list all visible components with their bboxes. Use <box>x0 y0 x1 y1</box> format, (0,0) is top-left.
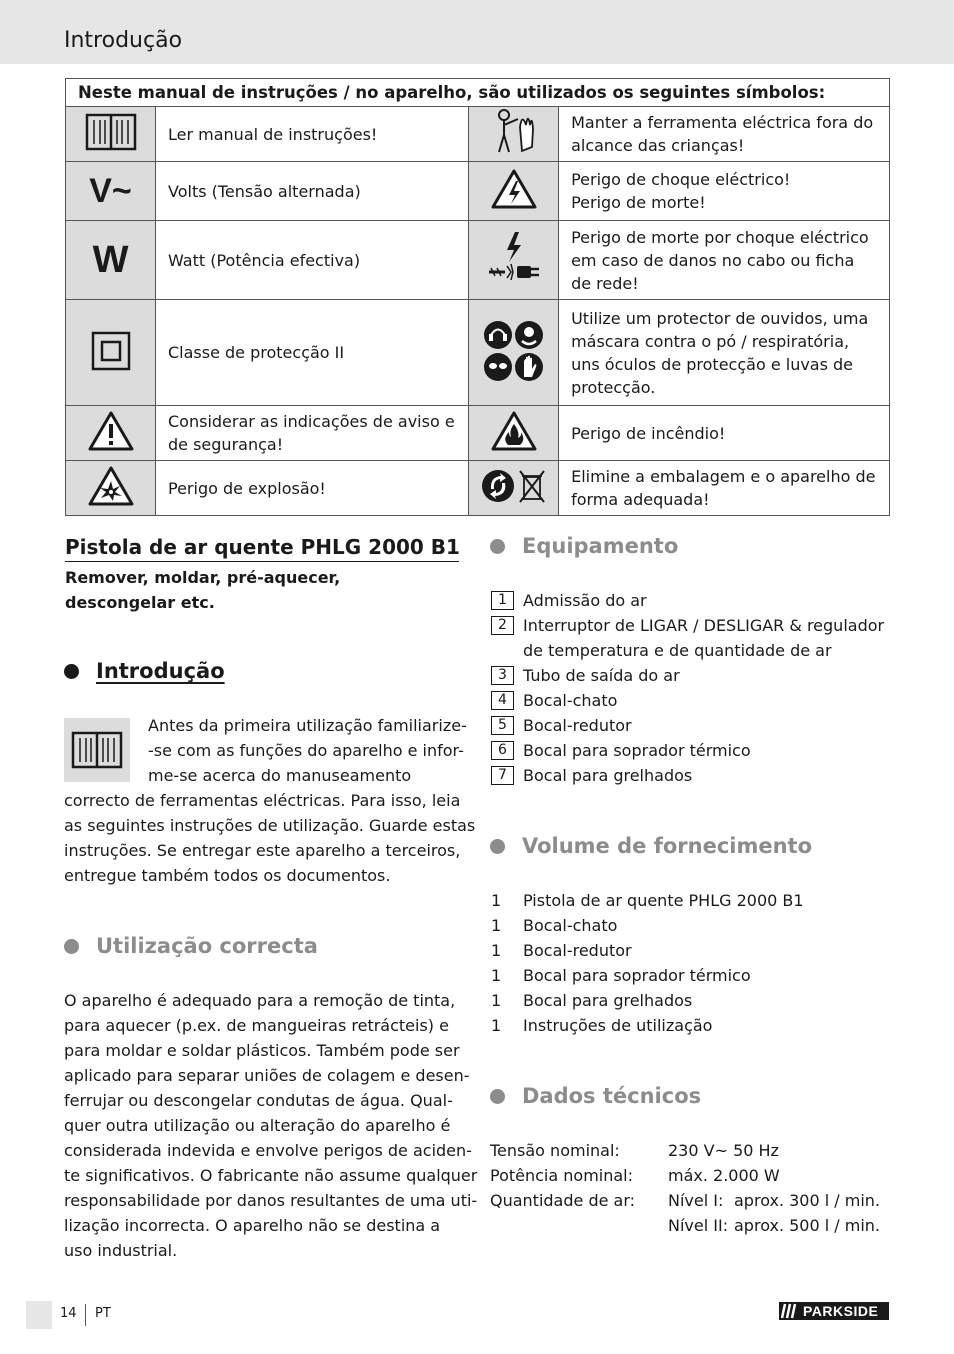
book-icon <box>64 718 130 782</box>
list-item: 1 Bocal para grelhados <box>491 988 804 1013</box>
parkside-logo: PARKSIDE <box>779 1302 889 1320</box>
watt-icon: W <box>66 221 156 300</box>
intro-paragraph: correcto de ferramentas eléctricas. Para isso, leia as seguintes instruções de utilização. Guarde estas instruções. Se entregar este aparelho a terceiros, entregue também todos os documentos. <box>64 791 476 885</box>
page-title: Introdução <box>64 28 183 53</box>
symbol-row <box>66 461 890 516</box>
logo-stripes-icon <box>779 1302 803 1320</box>
language-code: PT <box>95 1306 111 1321</box>
symbol-description: Perigo de explosão! <box>156 461 469 516</box>
list-item: 1 Bocal-chato <box>491 913 804 938</box>
item-number: 1 <box>491 591 514 610</box>
spec-row-power: Potência nominal: máx. 2.000 W <box>490 1166 780 1185</box>
technical-data <box>490 1138 880 1238</box>
list-item: 3 Tubo de saída do ar <box>491 663 884 688</box>
bullet-icon <box>64 939 79 954</box>
item-quantity: 1 <box>491 1016 502 1035</box>
symbol-row <box>66 221 890 300</box>
bullet-icon <box>490 539 505 554</box>
list-item: 5 Bocal-redutor <box>491 713 884 738</box>
warning-icon <box>66 406 156 461</box>
spec-row-air-level-1: Quantidade de ar: Nível I: aprox. 300 l / min. <box>490 1191 881 1210</box>
intended-use-paragraph: O aparelho é adequado para a remoção de tinta, para aquecer (p.ex. de mangueiras retrácteis) e para moldar e soldar plásticos. Também pode ser aplicado para separar uniões de colagem e desen- ferrujar ou descongelar condutas de água. Qual- quer outra utilização ou alteração do aparelho é considerada indevida e envolve perigos de aciden- te significativos. O fabricante não assume qualquer responsabilidade por danos resultantes de uma uti- lização incorrecta. O aparelho não se destina a uso industrial. <box>64 991 478 1260</box>
list-item: 1 Pistola de ar quente PHLG 2000 B1 <box>491 888 804 913</box>
list-item: 2 Interruptor de LIGAR / DESLIGAR & regulador <box>491 613 884 638</box>
product-subtitle: Remover, moldar, pré-aquecer, descongelar etc. <box>65 568 341 612</box>
delivery-list <box>491 888 804 1038</box>
symbol-description: Perigo de incêndio! <box>559 406 890 461</box>
list-item: 1 Admissão do ar <box>491 588 884 613</box>
symbol-description: Watt (Potência efectiva) <box>156 221 469 300</box>
section-heading-technical-data: Dados técnicos <box>490 1084 701 1108</box>
section-heading-introduction: Introdução <box>64 659 225 683</box>
symbol-row <box>66 162 890 221</box>
list-item: 1 Instruções de utilização <box>491 1013 804 1038</box>
protection-class-ii-icon <box>66 300 156 406</box>
symbol-description: Perigo de morte por choque eléctrico em caso de danos no cabo ou ficha de rede! <box>559 221 890 300</box>
symbol-row <box>66 107 890 162</box>
symbol-row <box>66 406 890 461</box>
bullet-icon <box>490 1089 505 1104</box>
item-number: 4 <box>491 691 514 710</box>
ppe-icons <box>469 300 559 406</box>
child-hand-icon <box>469 107 559 162</box>
item-quantity: 1 <box>491 991 502 1010</box>
list-item-continuation: de temperatura e de quantidade de ar <box>523 641 832 660</box>
intro-paragraph-top: Antes da primeira utilização familiarize- -se com as funções do aparelho e infor- me-se acerca do manuseamento <box>148 716 467 785</box>
symbol-description: Elimine a embalagem e o aparelho de forma adequada! <box>559 461 890 516</box>
recycling-disposal-icon <box>469 461 559 516</box>
item-number: 5 <box>491 716 514 735</box>
book-icon <box>66 107 156 162</box>
item-quantity: 1 <box>491 916 502 935</box>
symbols-table-heading-row <box>66 79 890 107</box>
section-heading-delivery: Volume de fornecimento <box>490 834 812 858</box>
damaged-cable-plug-icon <box>469 221 559 300</box>
footer-divider <box>85 1304 86 1326</box>
item-quantity: 1 <box>491 891 502 910</box>
symbol-description: Volts (Tensão alternada) <box>156 162 469 221</box>
item-number: 2 <box>491 616 514 635</box>
item-number: 3 <box>491 666 514 685</box>
bullet-icon <box>64 664 79 679</box>
list-item: 6 Bocal para soprador térmico <box>491 738 884 763</box>
bullet-icon <box>490 839 505 854</box>
section-heading-intended-use: Utilização correcta <box>64 934 318 958</box>
volts-ac-icon: V~ <box>66 162 156 221</box>
list-item: 4 Bocal-chato <box>491 688 884 713</box>
symbol-description: Classe de protecção II <box>156 300 469 406</box>
symbol-description: Utilize um protector de ouvidos, uma máscara contra o pó / respiratória, uns óculos de protecção e luvas de protecção. <box>559 300 890 406</box>
product-title: Pistola de ar quente PHLG 2000 B1 <box>65 535 459 562</box>
item-quantity: 1 <box>491 941 502 960</box>
fire-warning-icon <box>469 406 559 461</box>
footer-marker <box>26 1301 52 1329</box>
symbol-description: Perigo de choque eléctrico! Perigo de morte! <box>559 162 890 221</box>
spec-row-voltage: Tensão nominal: 230 V~ 50 Hz <box>490 1141 779 1160</box>
item-number: 6 <box>491 741 514 760</box>
symbols-table <box>65 78 890 516</box>
symbol-description: Ler manual de instruções! <box>156 107 469 162</box>
symbol-description: Considerar as indicações de aviso e de segurança! <box>156 406 469 461</box>
page-number: 14 <box>60 1306 77 1321</box>
electric-shock-warning-icon <box>469 162 559 221</box>
symbols-table-heading: Neste manual de instruções / no aparelho, são utilizados os seguintes símbolos: <box>66 79 890 107</box>
spec-row-air-level-2: Nível II: aprox. 500 l / min. <box>668 1216 881 1235</box>
list-item: 1 Bocal para soprador térmico <box>491 963 804 988</box>
list-item: 7 Bocal para grelhados <box>491 763 884 788</box>
equipment-list <box>491 588 884 788</box>
item-quantity: 1 <box>491 966 502 985</box>
symbol-row <box>66 300 890 406</box>
list-item: 1 Bocal-redutor <box>491 938 804 963</box>
symbol-description: Manter a ferramenta eléctrica fora do alcance das crianças! <box>559 107 890 162</box>
section-heading-equipment: Equipamento <box>490 534 678 558</box>
explosion-warning-icon <box>66 461 156 516</box>
item-number: 7 <box>491 766 514 785</box>
